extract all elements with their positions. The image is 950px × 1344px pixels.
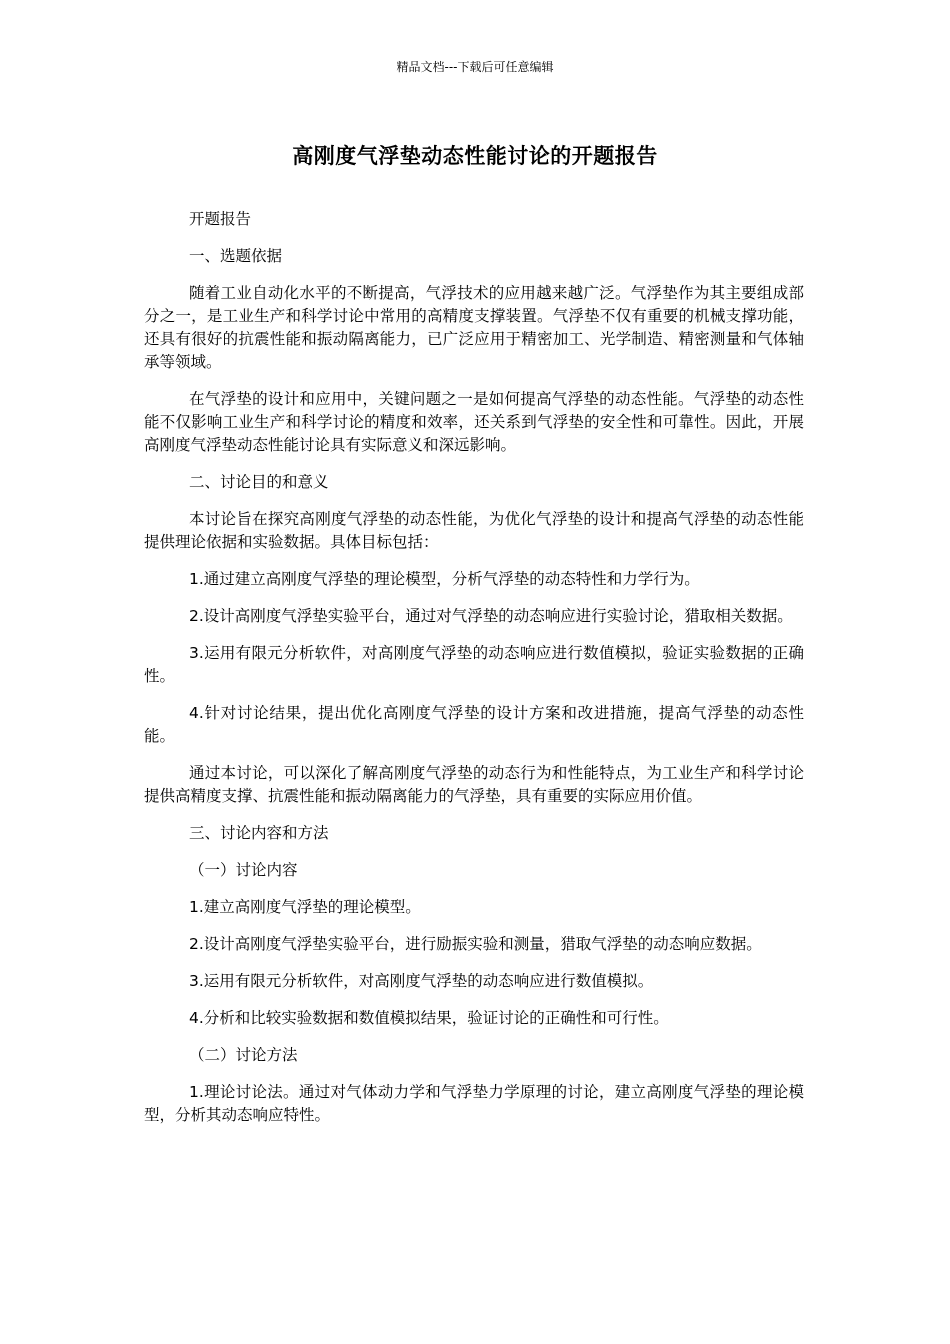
paragraph: 通过本讨论，可以深化了解高刚度气浮垫的动态行为和性能特点，为工业生产和科学讨论提供高精度支撑、抗震性能和振动隔离能力的气浮垫，具有重要的实际应用价值。 (144, 764, 804, 805)
list-item: 4.针对讨论结果，提出优化高刚度气浮垫的设计方案和改进措施，提高气浮垫的动态性能。 (144, 704, 804, 745)
list-item: 2.设计高刚度气浮垫实验平台，通过对气浮垫的动态响应进行实验讨论，猎取相关数据。 (189, 607, 793, 625)
subsection-heading: （一）讨论内容 (189, 861, 298, 879)
paragraph: 随着工业自动化水平的不断提高，气浮技术的应用越来越广泛。气浮垫作为其主要组成部分之一，是工业生产和科学讨论中常用的高精度支撑装置。气浮垫不仅有重要的机械支撑功能，还具有很好的抗震性能和振动隔离能力，已广泛应用于精密加工、光学制造、精密测量和气体轴承等领域。 (144, 284, 804, 371)
page-header: 精品文档---下载后可任意编辑 (396, 60, 554, 74)
section-heading: 一、选题依据 (189, 247, 283, 265)
list-item: 3.运用有限元分析软件，对高刚度气浮垫的动态响应进行数值模拟，验证实验数据的正确性。 (144, 644, 804, 685)
section-label: 开题报告 (189, 210, 252, 228)
subsection-heading: （二）讨论方法 (189, 1046, 298, 1064)
list-item: 1.通过建立高刚度气浮垫的理论模型，分析气浮垫的动态特性和力学行为。 (189, 570, 700, 588)
list-item: 4.分析和比较实验数据和数值模拟结果，验证讨论的正确性和可行性。 (189, 1009, 669, 1027)
paragraph: 在气浮垫的设计和应用中，关键问题之一是如何提高气浮垫的动态性能。气浮垫的动态性能不仅影响工业生产和科学讨论的精度和效率，还关系到气浮垫的安全性和可靠性。因此，开展高刚度气浮垫动态性能讨论具有实际意义和深远影响。 (144, 390, 804, 454)
list-item: 3.运用有限元分析软件，对高刚度气浮垫的动态响应进行数值模拟。 (189, 972, 654, 990)
document-title: 高刚度气浮垫动态性能讨论的开题报告 (292, 144, 658, 168)
section-heading: 二、讨论目的和意义 (189, 473, 329, 491)
section-heading: 三、讨论内容和方法 (189, 824, 329, 842)
list-item: 1.建立高刚度气浮垫的理论模型。 (189, 898, 421, 916)
document-body (144, 208, 804, 1141)
list-item: 2.设计高刚度气浮垫实验平台，进行励振实验和测量，猎取气浮垫的动态响应数据。 (189, 935, 762, 953)
list-item: 1.理论讨论法。通过对气体动力学和气浮垫力学原理的讨论，建立高刚度气浮垫的理论模型，分析其动态响应特性。 (144, 1083, 804, 1124)
paragraph: 本讨论旨在探究高刚度气浮垫的动态性能，为优化气浮垫的设计和提高气浮垫的动态性能提供理论依据和实验数据。具体目标包括： (144, 510, 804, 551)
